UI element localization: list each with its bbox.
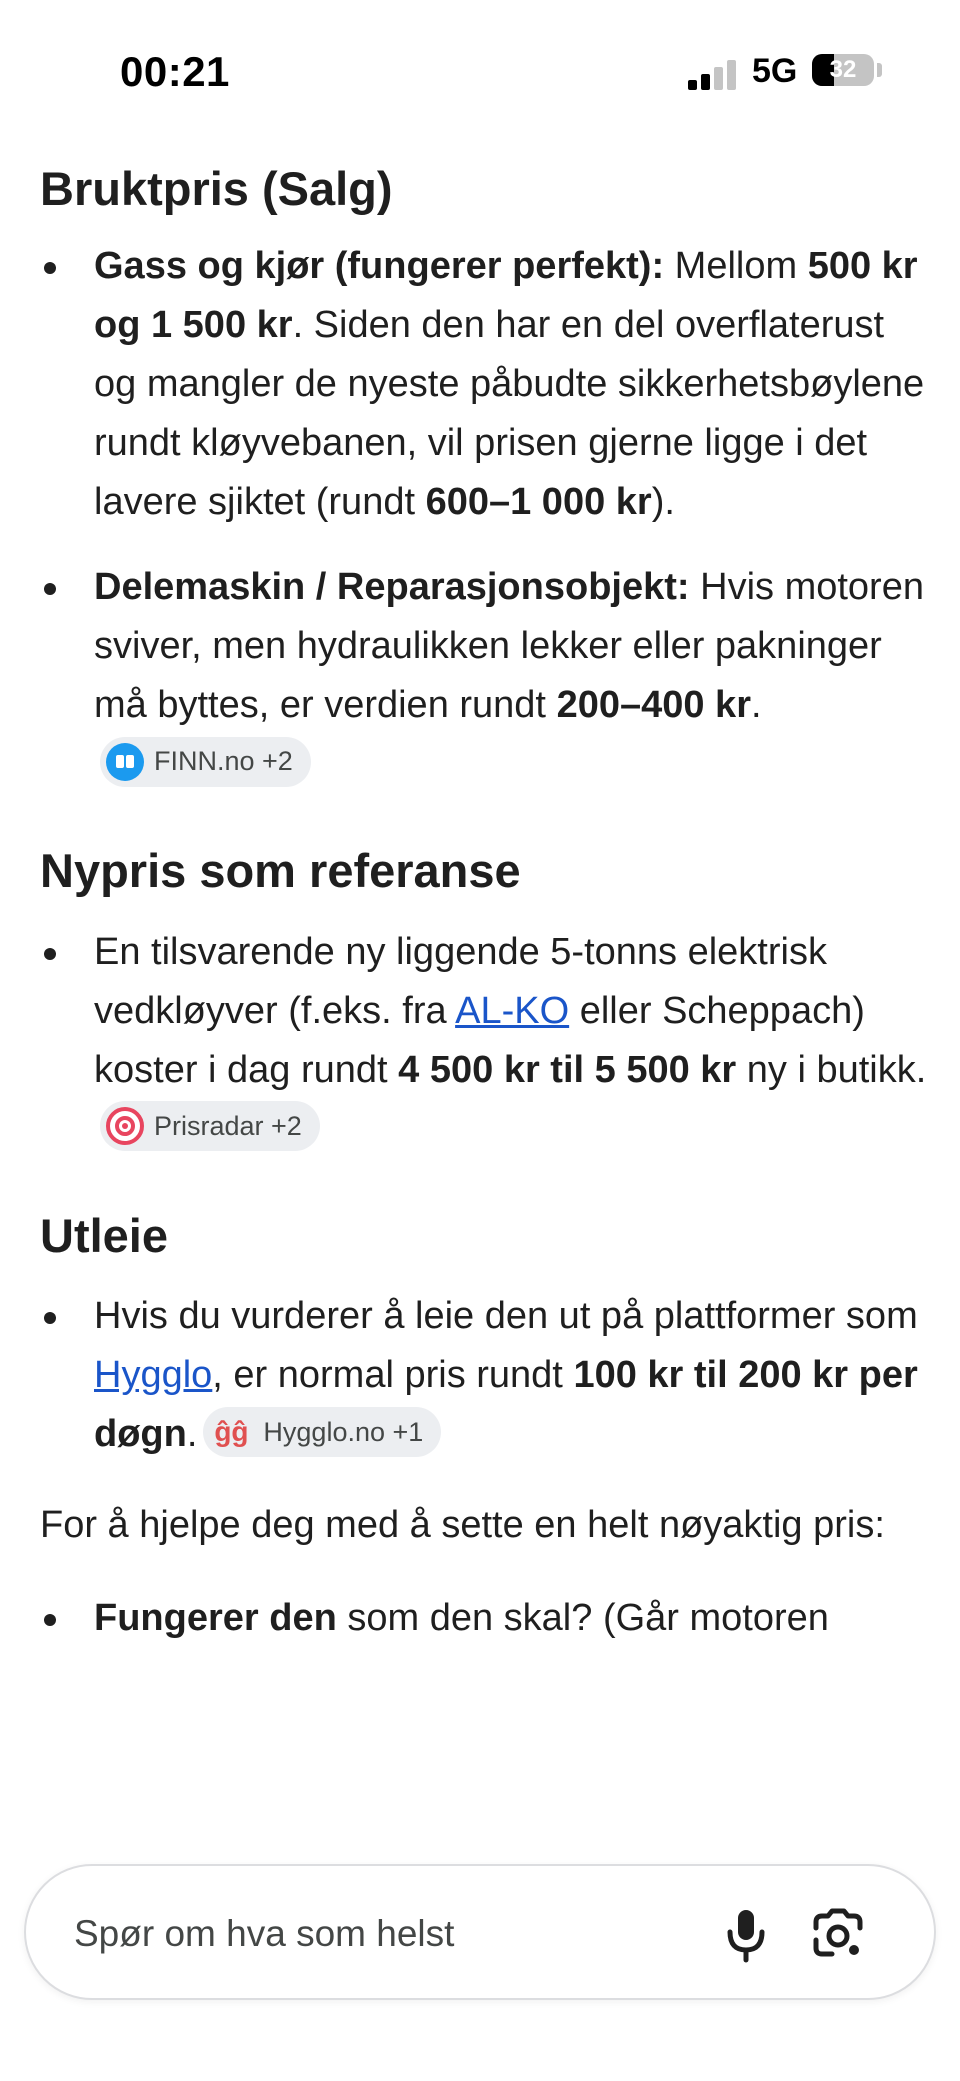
source-chip-finn[interactable]	[100, 737, 311, 787]
question-list	[40, 1589, 930, 1648]
status-bar	[0, 0, 960, 140]
search-bar[interactable]	[24, 1864, 936, 2000]
finn-logo-icon	[106, 743, 144, 781]
microphone-button[interactable]	[710, 1898, 782, 1970]
text: En tilsvarende ny liggende 5-tonns elektrisk vedkløyver (f.eks. fra	[94, 930, 827, 1032]
lens-button[interactable]	[802, 1898, 874, 1970]
hygglo-logo-icon: ĝĝ	[214, 1416, 249, 1448]
camera-lens-icon	[802, 1898, 874, 1970]
link-hygglo[interactable]: Hygglo	[94, 1354, 213, 1397]
bold-text: Fungerer den	[94, 1597, 337, 1640]
heading-rental: Utleie	[40, 1208, 168, 1262]
list-item	[40, 1287, 930, 1464]
text: eller Scheppach) koster i dag rundt	[94, 989, 865, 1091]
source-chip-label: Prisradar +2	[154, 1110, 302, 1141]
bold-text: 200–400 kr	[556, 683, 751, 726]
text: Mellom	[664, 244, 808, 287]
status-time: 00:21	[120, 48, 230, 95]
rental-list	[40, 1287, 930, 1464]
bold-text: 600–1 000 kr	[425, 480, 652, 523]
text: ny i butikk.	[736, 1048, 927, 1091]
source-chip-hygglo[interactable]	[203, 1407, 441, 1457]
search-input[interactable]	[74, 1904, 674, 1964]
text: .	[750, 683, 762, 726]
source-chip-label: FINN.no +2	[154, 746, 293, 777]
prisradar-logo-icon	[106, 1107, 144, 1145]
network-type: 5G	[752, 52, 798, 90]
bold-text: 4 500 kr til 5 500 kr	[398, 1048, 737, 1091]
heading-used-price: Bruktpris (Salg)	[40, 162, 393, 215]
link-al-ko[interactable]: AL-KO	[455, 989, 570, 1032]
list-item	[40, 558, 930, 794]
text: Hvis du vurderer å leie den ut på plattformer som	[94, 1295, 918, 1338]
used-price-list	[40, 237, 930, 794]
list-item	[40, 923, 930, 1159]
text: Hvis motoren sviver, men hydraulikken lekker eller pakninger må byttes, er verdien rundt	[94, 565, 924, 726]
microphone-icon	[710, 1898, 782, 1970]
source-chip-prisradar[interactable]	[100, 1101, 320, 1151]
source-chip-label: Hygglo.no +1	[263, 1416, 424, 1447]
text: som den skal? (Går motoren	[336, 1597, 829, 1640]
bold-text: Gass og kjør (fungerer perfekt):	[94, 244, 665, 287]
text: . Siden den har en del overflaterust og mangler de nyeste påbudte sikkerhetsbøylene rundt kløyvebanen, vil prisen gjerne ligge i det lavere sjiktet (rundt	[94, 303, 925, 523]
text: ).	[651, 480, 675, 523]
list-item	[40, 237, 930, 532]
list-item	[40, 1589, 930, 1648]
bold-text: 100 kr til 200 kr per døgn	[94, 1354, 918, 1456]
text: , er normal pris rundt	[212, 1354, 574, 1397]
signal-strength-icon	[688, 60, 736, 90]
battery-icon	[812, 54, 874, 86]
text: .	[186, 1413, 198, 1456]
new-price-list	[40, 923, 930, 1159]
bold-text: Delemaskin / Reparasjonsobjekt:	[94, 565, 690, 608]
battery-level: 32	[829, 56, 857, 83]
answer-content	[40, 160, 930, 1648]
closing-paragraph: For å hjelpe deg med å sette en helt nøyaktig pris:	[40, 1504, 885, 1547]
battery-cap	[877, 63, 882, 77]
heading-new-price: Nypris som referanse	[40, 843, 521, 897]
bold-text: 500 kr og 1 500 kr	[94, 244, 918, 346]
